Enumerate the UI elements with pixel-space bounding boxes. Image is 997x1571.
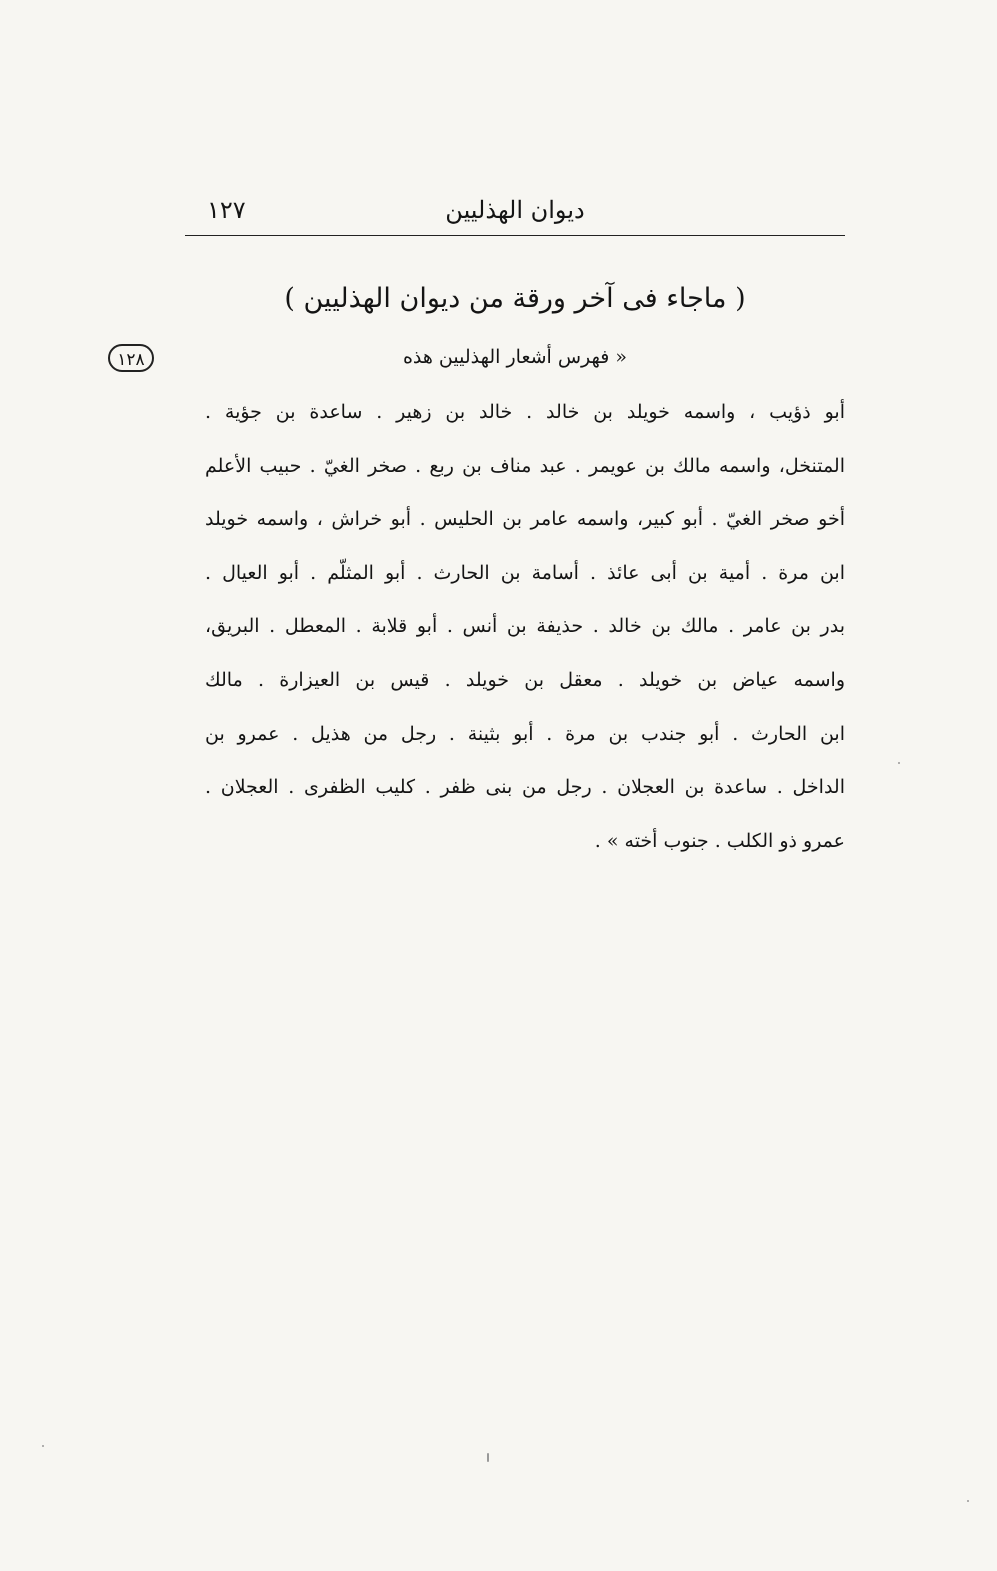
scan-speck (967, 1500, 969, 1502)
body-line: أخو صخر الغيّ . أبو كبير، واسمه عامر بن الحليس . أبو خراش ، واسمه خويلد (205, 508, 845, 531)
margin-page-number: ١٢٨ (108, 344, 154, 372)
body-line: أبو ذؤيب ، واسمه خويلد بن خالد . خالد بن زهير . ساعدة بن جؤية . (205, 401, 845, 423)
body-line: الداخل . ساعدة بن العجلان . رجل من بنى ظفر . كليب الظفرى . العجلان . (205, 776, 845, 799)
running-header (185, 190, 845, 230)
body-line: ابن الحارث . أبو جندب بن مرة . أبو بثينة . رجل من هذيل . عمرو بن (205, 722, 845, 745)
scan-speck (487, 1453, 489, 1462)
scan-speck (898, 762, 900, 764)
section-title: ( ماجاء فى آخر ورقة من ديوان الهذليين ) (284, 283, 746, 314)
body-line: ابن مرة . أمية بن أبى عائذ . أسامة بن الحارث . أبو المثلّم . أبو العيال . (205, 561, 845, 584)
body-line: المتنخل، واسمه مالك بن عويمر . عبد مناف بن ربع . صخر الغيّ . حبيب الأعلم (205, 454, 845, 477)
body-line: عمرو ذو الكلب . جنوب أخته » . (594, 829, 845, 852)
running-header-title: ديوان الهذليين (445, 196, 585, 224)
page-number: ١٢٧ (207, 196, 246, 224)
body-line: بدر بن عامر . مالك بن خالد . حذيفة بن أنس . أبو قلابة . المعطل . البريق، (205, 615, 845, 638)
body-line: واسمه عياض بن خويلد . معقل بن خويلد . قيس بن العيزارة . مالك (205, 668, 845, 691)
section-subtitle: « فهرس أشعار الهذليين هذه (402, 346, 628, 368)
header-rule (185, 235, 845, 236)
scan-speck (42, 1445, 44, 1447)
body-text (205, 392, 845, 874)
